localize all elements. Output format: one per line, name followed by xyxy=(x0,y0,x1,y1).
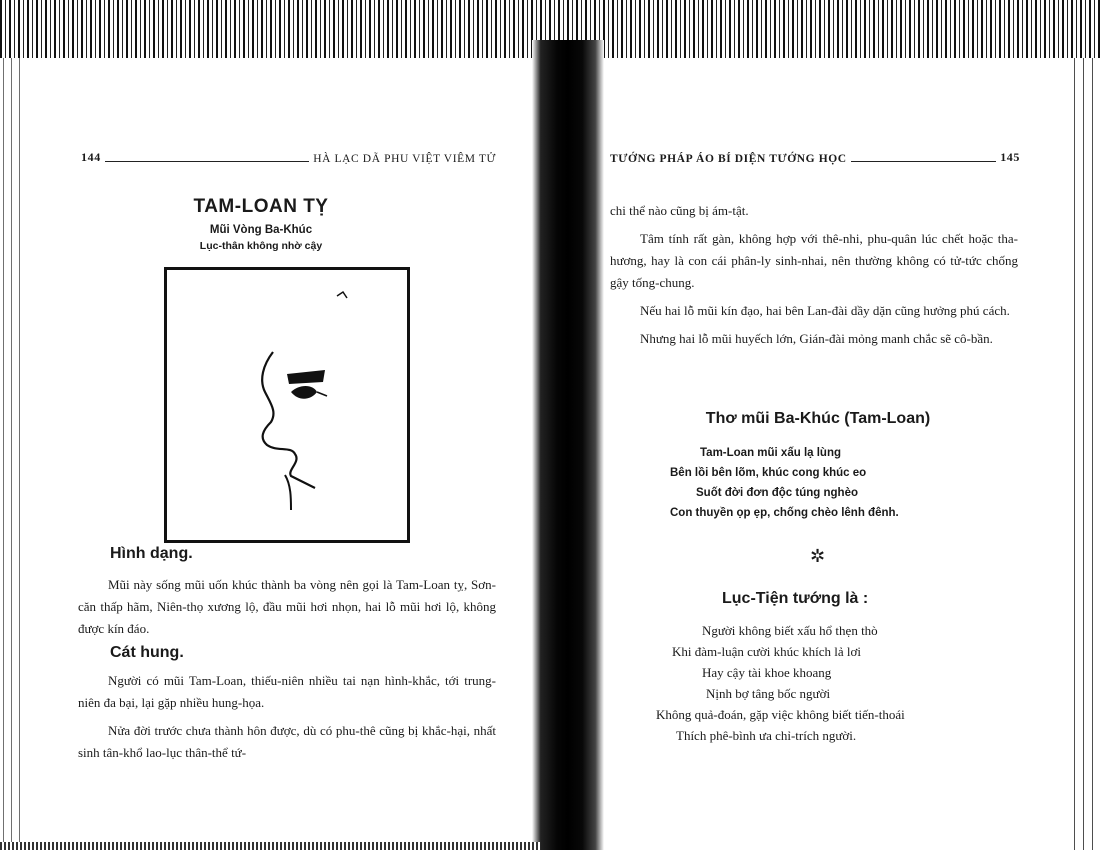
verse-line: Không quả-đoán, gặp việc không biết tiến-thoái xyxy=(656,707,905,722)
poem xyxy=(670,443,899,523)
left-running-head xyxy=(81,150,496,165)
flower-ornament-icon: ✲ xyxy=(810,546,826,566)
section-heading-luc-tien: Lục-Tiện tướng là : xyxy=(722,590,869,607)
poem-line: Tam-Loan mũi xấu lạ lùng xyxy=(700,447,841,459)
verse-line: Người không biết xấu hổ thẹn thò xyxy=(702,623,878,638)
verse-line: Khi đàm-luận cười khúc khích lả lơi xyxy=(672,644,862,659)
left-page-number: 144 xyxy=(81,150,101,164)
article-subtitle-2: Lục-thân không nhờ cậy xyxy=(199,240,323,252)
left-page xyxy=(24,58,530,842)
scan-edge-bottom xyxy=(0,842,540,850)
section-heading-fortune: Cát hung. xyxy=(110,644,184,661)
face-profile-drawing xyxy=(167,270,407,540)
verse xyxy=(656,620,905,746)
book-spine-shadow xyxy=(532,40,604,850)
right-running-title: TƯỚNG PHÁP ÁO BÍ DIỆN TƯỚNG HỌC xyxy=(610,153,847,165)
nose-illustration xyxy=(164,267,410,543)
poem-line: Bên lồi bên lõm, khúc cong khúc eo xyxy=(670,467,867,479)
verse-line: Hay cậy tài khoe khoang xyxy=(702,665,832,680)
paragraph: chi thể nào cũng bị ám-tật. xyxy=(610,203,749,218)
right-body-text xyxy=(610,200,1018,350)
right-page-number: 145 xyxy=(1000,150,1020,164)
right-running-head xyxy=(610,150,1020,165)
scan-edge-right xyxy=(1070,58,1100,850)
poem-line: Con thuyền ọp ẹp, chống chèo lênh đênh. xyxy=(670,507,899,519)
article-title-block xyxy=(8,196,514,252)
right-page xyxy=(606,58,1068,842)
paragraph: Nếu hai lỗ mũi kín đạo, hai bên Lan-đài dầy dặn cũng hưởng phú cách. xyxy=(640,303,1010,318)
verse-line: Thích phê-bình ưa chỉ-trích người. xyxy=(676,728,857,743)
section-shape-text xyxy=(78,574,496,640)
article-title: TAM-LOAN TỴ xyxy=(193,196,329,217)
article-subtitle: Mũi Vòng Ba-Khúc xyxy=(209,224,313,236)
poem-line: Suốt đời đơn độc túng nghèo xyxy=(696,487,858,499)
paragraph: Nhưng hai lỗ mũi huyếch lớn, Gián-đài mỏng manh chắc sẽ cô-bần. xyxy=(640,331,993,346)
paragraph: Tâm tính rất gàn, không hợp với thê-nhi, phu-quân lúc chết hoặc tha-hương, hay là con cái phân-ly sinh-nhai, nên thường không có tử-tức chống gậy tống-chung. xyxy=(610,231,1018,290)
section-heading-shape: Hình dạng. xyxy=(110,545,193,562)
left-running-title: HÀ LẠC DÃ PHU VIỆT VIÊM TỬ xyxy=(313,153,496,165)
paragraph: Người có mũi Tam-Loan, thiếu-niên nhiều tai nạn hình-khắc, tới trung-niên đa bại, lại gặp nhiều hung-họa. xyxy=(78,673,496,710)
paragraph: Mũi này sống mũi uốn khúc thành ba vòng nên gọi là Tam-Loan tỵ, Sơn-căn thấp hãm, Niên-thọ xương lộ, đầu mũi hơi nhọn, hai lỗ mũi hơi lộ, không được kín đáo. xyxy=(78,577,496,636)
paragraph: Nửa đời trước chưa thành hôn được, dù có phu-thê cũng bị khắc-hại, nhất sinh tân-khổ lao-lục thân-thể tứ- xyxy=(78,723,496,760)
running-head-rule xyxy=(105,161,309,162)
section-fortune-text xyxy=(78,670,496,764)
scan-edge-left xyxy=(0,58,22,850)
verse-line: Nịnh bợ tâng bốc người xyxy=(706,686,831,701)
running-head-rule xyxy=(851,161,996,162)
poem-title: Thơ mũi Ba-Khúc (Tam-Loan) xyxy=(705,410,931,427)
